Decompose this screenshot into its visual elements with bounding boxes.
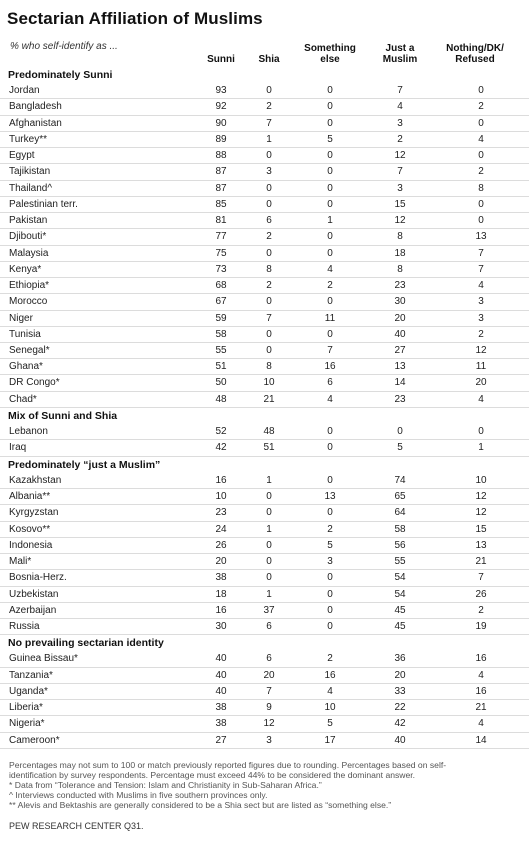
cell-nothing-dk-refused: 12 bbox=[475, 507, 487, 519]
cell-something-else: 0 bbox=[327, 572, 333, 584]
cell-just-a-muslim: 40 bbox=[394, 328, 406, 340]
cell-nothing-dk-refused: 21 bbox=[475, 702, 487, 714]
table-row bbox=[0, 522, 529, 538]
table-body bbox=[0, 67, 529, 749]
footnote: identification by survey respondents. Percentage must exceed 44% to be considered the dominant answer. bbox=[9, 770, 416, 780]
table-row bbox=[0, 197, 529, 213]
cell-just-a-muslim: 42 bbox=[394, 718, 406, 730]
column-header-nothing-dk-refused: Nothing/DK/ Refused bbox=[446, 43, 504, 65]
cell-nothing-dk-refused: 10 bbox=[475, 474, 487, 486]
cell-sunni: 24 bbox=[215, 523, 227, 535]
cell-nothing-dk-refused: 0 bbox=[478, 426, 484, 438]
cell-shia: 0 bbox=[266, 491, 272, 503]
row-label: Albania** bbox=[9, 491, 51, 503]
footnote: * Data from “Tolerance and Tension: Islam and Christianity in Sub-Saharan Africa.” bbox=[9, 780, 322, 790]
row-label: DR Congo* bbox=[9, 377, 60, 389]
footnote: Percentages may not sum to 100 or match previously reported figures due to rounding. Percentages based on self- bbox=[9, 760, 447, 770]
row-label: Lebanon bbox=[9, 426, 48, 438]
cell-something-else: 16 bbox=[324, 361, 336, 373]
row-label: Tanzania* bbox=[9, 669, 53, 681]
cell-just-a-muslim: 3 bbox=[397, 117, 403, 129]
cell-just-a-muslim: 20 bbox=[394, 669, 406, 681]
column-header-sunni: Sunni bbox=[207, 54, 235, 65]
cell-nothing-dk-refused: 16 bbox=[475, 685, 487, 697]
column-header-just-a-muslim: Just a Muslim bbox=[382, 43, 418, 65]
cell-nothing-dk-refused: 3 bbox=[478, 296, 484, 308]
cell-nothing-dk-refused: 8 bbox=[478, 182, 484, 194]
cell-sunni: 92 bbox=[215, 101, 227, 113]
cell-sunni: 40 bbox=[215, 669, 227, 681]
table-row bbox=[0, 375, 529, 391]
table-row bbox=[0, 603, 529, 619]
table-row bbox=[0, 700, 529, 716]
row-label: Palestinian terr. bbox=[9, 198, 78, 210]
section-heading bbox=[0, 457, 529, 473]
cell-something-else: 6 bbox=[327, 377, 333, 389]
table-row bbox=[0, 164, 529, 180]
row-label: Kosovo** bbox=[9, 523, 51, 535]
row-label: Mali* bbox=[9, 556, 32, 568]
table-row bbox=[0, 668, 529, 684]
cell-just-a-muslim: 7 bbox=[397, 85, 403, 97]
footnotes bbox=[9, 760, 524, 810]
cell-just-a-muslim: 45 bbox=[394, 604, 406, 616]
row-label: Niger bbox=[9, 312, 33, 324]
chart-title: Sectarian Affiliation of Muslims bbox=[7, 9, 263, 28]
cell-just-a-muslim: 22 bbox=[394, 702, 406, 714]
row-label: Tajikistan bbox=[9, 166, 51, 178]
cell-shia: 0 bbox=[266, 296, 272, 308]
row-label: Djibouti* bbox=[9, 231, 47, 243]
section-heading-label: Predominately Sunni bbox=[8, 69, 113, 81]
cell-sunni: 27 bbox=[215, 734, 227, 746]
cell-nothing-dk-refused: 21 bbox=[475, 556, 487, 568]
row-label: Azerbaijan bbox=[9, 604, 57, 616]
table-row bbox=[0, 440, 529, 456]
section-heading bbox=[0, 67, 529, 83]
cell-shia: 0 bbox=[266, 328, 272, 340]
cell-nothing-dk-refused: 12 bbox=[475, 491, 487, 503]
cell-nothing-dk-refused: 13 bbox=[475, 231, 487, 243]
cell-something-else: 4 bbox=[327, 685, 333, 697]
cell-just-a-muslim: 8 bbox=[397, 231, 403, 243]
table-row bbox=[0, 294, 529, 310]
cell-nothing-dk-refused: 3 bbox=[478, 312, 484, 324]
cell-nothing-dk-refused: 11 bbox=[475, 361, 487, 373]
table-row bbox=[0, 83, 529, 99]
source-line: PEW RESEARCH CENTER Q31. bbox=[9, 821, 144, 831]
cell-shia: 0 bbox=[266, 507, 272, 519]
cell-just-a-muslim: 36 bbox=[394, 653, 406, 665]
cell-shia: 7 bbox=[266, 117, 272, 129]
cell-just-a-muslim: 54 bbox=[394, 588, 406, 600]
cell-shia: 3 bbox=[266, 734, 272, 746]
cell-something-else: 4 bbox=[327, 263, 333, 275]
row-label: Guinea Bissau* bbox=[9, 653, 78, 665]
table-row bbox=[0, 554, 529, 570]
table-row bbox=[0, 651, 529, 667]
cell-something-else: 16 bbox=[324, 669, 336, 681]
cell-shia: 1 bbox=[266, 523, 272, 535]
table-row bbox=[0, 359, 529, 375]
cell-sunni: 93 bbox=[215, 85, 227, 97]
cell-something-else: 0 bbox=[327, 588, 333, 600]
cell-just-a-muslim: 45 bbox=[394, 620, 406, 632]
cell-nothing-dk-refused: 4 bbox=[478, 133, 484, 145]
cell-just-a-muslim: 23 bbox=[394, 393, 406, 405]
cell-something-else: 0 bbox=[327, 620, 333, 632]
cell-nothing-dk-refused: 26 bbox=[475, 588, 487, 600]
cell-sunni: 88 bbox=[215, 150, 227, 162]
footnote: ^ Interviews conducted with Muslims in five southern provinces only. bbox=[9, 790, 268, 800]
cell-just-a-muslim: 65 bbox=[394, 491, 406, 503]
table-row bbox=[0, 278, 529, 294]
cell-shia: 0 bbox=[266, 198, 272, 210]
cell-nothing-dk-refused: 0 bbox=[478, 198, 484, 210]
row-label: Tunisia bbox=[9, 328, 41, 340]
cell-just-a-muslim: 56 bbox=[394, 539, 406, 551]
cell-shia: 37 bbox=[263, 604, 275, 616]
row-label: Thailand^ bbox=[9, 182, 53, 194]
cell-shia: 1 bbox=[266, 474, 272, 486]
cell-sunni: 38 bbox=[215, 718, 227, 730]
cell-just-a-muslim: 74 bbox=[394, 474, 406, 486]
cell-just-a-muslim: 4 bbox=[397, 101, 403, 113]
cell-something-else: 0 bbox=[327, 426, 333, 438]
row-label: Indonesia bbox=[9, 539, 53, 551]
cell-nothing-dk-refused: 7 bbox=[478, 263, 484, 275]
cell-something-else: 0 bbox=[327, 231, 333, 243]
cell-something-else: 0 bbox=[327, 474, 333, 486]
cell-just-a-muslim: 8 bbox=[397, 263, 403, 275]
cell-something-else: 5 bbox=[327, 133, 333, 145]
cell-just-a-muslim: 14 bbox=[394, 377, 406, 389]
cell-nothing-dk-refused: 0 bbox=[478, 150, 484, 162]
cell-shia: 0 bbox=[266, 247, 272, 259]
cell-sunni: 20 bbox=[215, 556, 227, 568]
cell-just-a-muslim: 54 bbox=[394, 572, 406, 584]
cell-just-a-muslim: 64 bbox=[394, 507, 406, 519]
cell-sunni: 73 bbox=[215, 263, 227, 275]
cell-sunni: 85 bbox=[215, 198, 227, 210]
cell-nothing-dk-refused: 4 bbox=[478, 718, 484, 730]
cell-shia: 51 bbox=[263, 442, 275, 454]
cell-sunni: 68 bbox=[215, 280, 227, 292]
cell-sunni: 40 bbox=[215, 653, 227, 665]
row-label: Chad* bbox=[9, 393, 37, 405]
cell-something-else: 0 bbox=[327, 150, 333, 162]
table-row bbox=[0, 181, 529, 197]
cell-shia: 6 bbox=[266, 653, 272, 665]
cell-just-a-muslim: 30 bbox=[394, 296, 406, 308]
cell-shia: 12 bbox=[263, 718, 275, 730]
cell-sunni: 26 bbox=[215, 539, 227, 551]
cell-shia: 10 bbox=[263, 377, 275, 389]
table-row bbox=[0, 262, 529, 278]
cell-shia: 0 bbox=[266, 556, 272, 568]
cell-just-a-muslim: 3 bbox=[397, 182, 403, 194]
cell-something-else: 5 bbox=[327, 539, 333, 551]
cell-nothing-dk-refused: 0 bbox=[478, 215, 484, 227]
table-row bbox=[0, 116, 529, 132]
table-row bbox=[0, 148, 529, 164]
table-row bbox=[0, 716, 529, 732]
cell-shia: 8 bbox=[266, 361, 272, 373]
cell-just-a-muslim: 40 bbox=[394, 734, 406, 746]
cell-something-else: 0 bbox=[327, 198, 333, 210]
cell-nothing-dk-refused: 2 bbox=[478, 328, 484, 340]
table-row bbox=[0, 473, 529, 489]
cell-shia: 48 bbox=[263, 426, 275, 438]
cell-sunni: 50 bbox=[215, 377, 227, 389]
cell-nothing-dk-refused: 14 bbox=[475, 734, 487, 746]
cell-just-a-muslim: 7 bbox=[397, 166, 403, 178]
cell-something-else: 11 bbox=[324, 312, 336, 324]
cell-nothing-dk-refused: 0 bbox=[478, 85, 484, 97]
cell-shia: 6 bbox=[266, 215, 272, 227]
cell-something-else: 0 bbox=[327, 101, 333, 113]
cell-shia: 3 bbox=[266, 166, 272, 178]
cell-nothing-dk-refused: 12 bbox=[475, 344, 487, 356]
section-heading-label: No prevailing sectarian identity bbox=[8, 637, 164, 650]
cell-sunni: 58 bbox=[215, 328, 227, 340]
row-label: Pakistan bbox=[9, 215, 48, 227]
cell-something-else: 0 bbox=[327, 117, 333, 129]
cell-sunni: 87 bbox=[215, 166, 227, 178]
cell-sunni: 40 bbox=[215, 685, 227, 697]
cell-sunni: 16 bbox=[215, 474, 227, 486]
row-label: Malaysia bbox=[9, 247, 49, 259]
cell-something-else: 0 bbox=[327, 85, 333, 97]
cell-sunni: 67 bbox=[215, 296, 227, 308]
row-label: Russia bbox=[9, 620, 40, 632]
cell-shia: 2 bbox=[266, 280, 272, 292]
row-label: Turkey** bbox=[9, 133, 47, 145]
table-row bbox=[0, 619, 529, 635]
cell-shia: 0 bbox=[266, 344, 272, 356]
section-heading bbox=[0, 635, 529, 651]
table-row bbox=[0, 343, 529, 359]
cell-something-else: 4 bbox=[327, 393, 333, 405]
cell-sunni: 16 bbox=[215, 604, 227, 616]
row-label: Bosnia-Herz. bbox=[9, 572, 67, 584]
row-label: Kenya* bbox=[9, 263, 42, 275]
chart-subtitle: % who self-identify as ... bbox=[10, 41, 118, 52]
cell-something-else: 0 bbox=[327, 182, 333, 194]
cell-just-a-muslim: 0 bbox=[397, 426, 403, 438]
cell-just-a-muslim: 13 bbox=[394, 361, 406, 373]
table-row bbox=[0, 570, 529, 586]
table-row bbox=[0, 213, 529, 229]
cell-just-a-muslim: 12 bbox=[394, 215, 406, 227]
row-label: Morocco bbox=[9, 296, 48, 308]
table-row bbox=[0, 684, 529, 700]
cell-sunni: 48 bbox=[215, 393, 227, 405]
table-row bbox=[0, 311, 529, 327]
cell-just-a-muslim: 12 bbox=[394, 150, 406, 162]
cell-shia: 1 bbox=[266, 133, 272, 145]
cell-shia: 6 bbox=[266, 620, 272, 632]
row-label: Bangladesh bbox=[9, 101, 62, 113]
cell-nothing-dk-refused: 20 bbox=[475, 377, 487, 389]
column-header-shia: Shia bbox=[258, 54, 280, 65]
cell-something-else: 0 bbox=[327, 328, 333, 340]
cell-shia: 0 bbox=[266, 539, 272, 551]
cell-sunni: 75 bbox=[215, 247, 227, 259]
table-row bbox=[0, 489, 529, 505]
cell-something-else: 0 bbox=[327, 296, 333, 308]
cell-nothing-dk-refused: 16 bbox=[475, 653, 487, 665]
cell-sunni: 23 bbox=[215, 507, 227, 519]
column-header-something-else: Something else bbox=[304, 43, 356, 65]
cell-nothing-dk-refused: 2 bbox=[478, 604, 484, 616]
cell-just-a-muslim: 27 bbox=[394, 344, 406, 356]
cell-nothing-dk-refused: 7 bbox=[478, 572, 484, 584]
table-row bbox=[0, 229, 529, 245]
cell-something-else: 13 bbox=[324, 491, 336, 503]
row-label: Jordan bbox=[9, 85, 40, 97]
section-heading-label: Mix of Sunni and Shia bbox=[8, 409, 118, 422]
cell-something-else: 0 bbox=[327, 442, 333, 454]
cell-nothing-dk-refused: 7 bbox=[478, 247, 484, 259]
cell-shia: 9 bbox=[266, 702, 272, 714]
cell-shia: 7 bbox=[266, 312, 272, 324]
row-label: Uzbekistan bbox=[9, 588, 59, 600]
cell-something-else: 0 bbox=[327, 247, 333, 259]
row-label: Liberia* bbox=[9, 702, 43, 714]
table-row bbox=[0, 538, 529, 554]
cell-sunni: 10 bbox=[215, 491, 227, 503]
row-label: Ethiopia* bbox=[9, 280, 50, 292]
cell-sunni: 30 bbox=[215, 620, 227, 632]
cell-sunni: 42 bbox=[215, 442, 227, 454]
table-row bbox=[0, 733, 529, 749]
row-label: Egypt bbox=[9, 150, 35, 162]
cell-nothing-dk-refused: 4 bbox=[478, 393, 484, 405]
cell-just-a-muslim: 58 bbox=[394, 523, 406, 535]
cell-sunni: 18 bbox=[215, 588, 227, 600]
cell-sunni: 87 bbox=[215, 182, 227, 194]
row-label: Kyrgyzstan bbox=[9, 507, 59, 519]
cell-nothing-dk-refused: 13 bbox=[475, 539, 487, 551]
cell-sunni: 52 bbox=[215, 426, 227, 438]
row-label: Iraq bbox=[9, 442, 27, 454]
cell-sunni: 38 bbox=[215, 572, 227, 584]
table-row bbox=[0, 99, 529, 115]
cell-sunni: 77 bbox=[215, 231, 227, 243]
cell-something-else: 5 bbox=[327, 718, 333, 730]
row-label: Ghana* bbox=[9, 361, 43, 373]
cell-shia: 0 bbox=[266, 572, 272, 584]
cell-sunni: 59 bbox=[215, 312, 227, 324]
cell-shia: 0 bbox=[266, 85, 272, 97]
cell-just-a-muslim: 33 bbox=[394, 685, 406, 697]
cell-sunni: 90 bbox=[215, 117, 227, 129]
cell-shia: 21 bbox=[263, 393, 275, 405]
cell-shia: 2 bbox=[266, 231, 272, 243]
row-label: Nigeria* bbox=[9, 718, 45, 730]
cell-nothing-dk-refused: 2 bbox=[478, 166, 484, 178]
cell-something-else: 7 bbox=[327, 344, 333, 356]
cell-nothing-dk-refused: 0 bbox=[478, 117, 484, 129]
row-label: Cameroon* bbox=[9, 734, 60, 746]
table-row bbox=[0, 132, 529, 148]
cell-just-a-muslim: 15 bbox=[394, 198, 406, 210]
cell-nothing-dk-refused: 4 bbox=[478, 280, 484, 292]
cell-just-a-muslim: 55 bbox=[394, 556, 406, 568]
row-label: Kazakhstan bbox=[9, 474, 62, 486]
row-label: Afghanistan bbox=[9, 117, 62, 129]
cell-sunni: 38 bbox=[215, 702, 227, 714]
cell-something-else: 0 bbox=[327, 166, 333, 178]
section-heading-label: Predominately “just a Muslim” bbox=[8, 458, 161, 471]
cell-sunni: 81 bbox=[215, 215, 227, 227]
cell-just-a-muslim: 23 bbox=[394, 280, 406, 292]
cell-shia: 7 bbox=[266, 685, 272, 697]
cell-nothing-dk-refused: 19 bbox=[475, 620, 487, 632]
cell-just-a-muslim: 2 bbox=[397, 133, 403, 145]
cell-shia: 8 bbox=[266, 263, 272, 275]
cell-something-else: 2 bbox=[327, 280, 333, 292]
table-row bbox=[0, 424, 529, 440]
cell-nothing-dk-refused: 4 bbox=[478, 669, 484, 681]
cell-just-a-muslim: 20 bbox=[394, 312, 406, 324]
cell-just-a-muslim: 5 bbox=[397, 442, 403, 454]
cell-shia: 20 bbox=[263, 669, 275, 681]
section-heading bbox=[0, 408, 529, 424]
cell-sunni: 51 bbox=[215, 361, 227, 373]
cell-something-else: 10 bbox=[324, 702, 336, 714]
table-row bbox=[0, 505, 529, 521]
cell-something-else: 2 bbox=[327, 653, 333, 665]
cell-shia: 2 bbox=[266, 101, 272, 113]
table-row bbox=[0, 327, 529, 343]
cell-something-else: 1 bbox=[327, 215, 333, 227]
cell-just-a-muslim: 18 bbox=[394, 247, 406, 259]
cell-sunni: 89 bbox=[215, 133, 227, 145]
cell-something-else: 2 bbox=[327, 523, 333, 535]
cell-shia: 0 bbox=[266, 182, 272, 194]
row-label: Senegal* bbox=[9, 344, 50, 356]
cell-sunni: 55 bbox=[215, 344, 227, 356]
cell-shia: 1 bbox=[266, 588, 272, 600]
cell-shia: 0 bbox=[266, 150, 272, 162]
cell-something-else: 0 bbox=[327, 604, 333, 616]
cell-something-else: 17 bbox=[324, 734, 336, 746]
table-row bbox=[0, 246, 529, 262]
cell-something-else: 0 bbox=[327, 507, 333, 519]
row-label: Uganda* bbox=[9, 685, 48, 697]
footnote: ** Alevis and Bektashis are generally considered to be a Shia sect but are listed as “something else.” bbox=[9, 800, 392, 810]
cell-nothing-dk-refused: 1 bbox=[478, 442, 484, 454]
table-row bbox=[0, 392, 529, 408]
cell-something-else: 3 bbox=[327, 556, 333, 568]
cell-nothing-dk-refused: 2 bbox=[478, 101, 484, 113]
cell-nothing-dk-refused: 15 bbox=[475, 523, 487, 535]
table-row bbox=[0, 587, 529, 603]
